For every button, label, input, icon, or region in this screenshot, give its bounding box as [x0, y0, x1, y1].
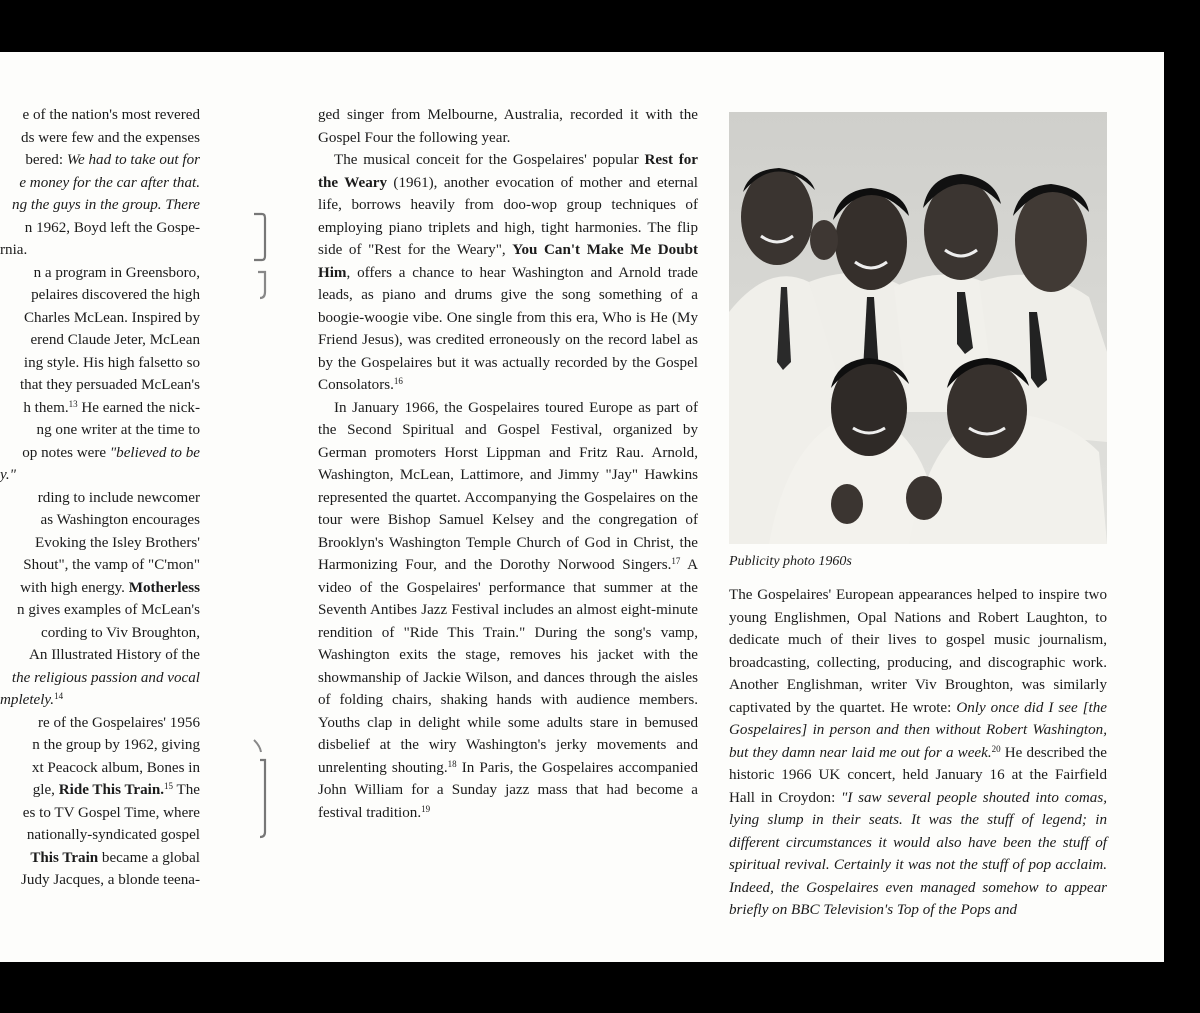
- footnote-marker: 18: [447, 758, 457, 769]
- text-line: xt Peacock album, Bones in: [31, 759, 200, 776]
- footnote-marker: 15: [164, 781, 174, 791]
- text-line: y.": [0, 467, 16, 483]
- paragraph: In January 1966, the Gospelaires toured Europe as part of the Second Spiritual and Gospel Festival, organized by German promoters Horst Lippman and Fritz Rau. Arnold, Washington, McLean, Lattimore, and Jimmy "Jay" Hawkins represented the quartet. Accompanying the Gospelaires on the tour were Bishop Samuel Kelsey and the congregation of Brooklyn's Washington Temple Church of God in Christ, the Harmonizing Four, and the Dorothy Norwood Singers.$^{17}$ A video of the Gospelaires' performance that summer at the Seventh Antibes Jazz Festival includes an almost eight-minute rendition of "Ride This Train." During the song's vamp, Washington exits the stage, removes his jacket with the showmanship of Jackie Wilson, and dances through the aisles of folding chairs, shaking hands with audience members. Youths clap in delight while some adults stare in bemused disbelief at the wiry Washington's jerky movements and unrelenting shouting.$^{18}$ In Paris, the Gospelaires accompanied John William for a Sunday jazz mass that had become a festival tradition.$^{19}$: [318, 399, 698, 821]
- right-column: [729, 584, 1107, 922]
- text-line: the religious passion and vocal: [11, 669, 200, 686]
- text-line: h them.$^{13}$ He earned the nick-: [23, 398, 200, 416]
- italic-quote: We had to take out for: [66, 152, 200, 168]
- italic-quote: "I saw several people shouted into comas, lying slump in their seats. It was the stuff of legend; in different circumstances it would also have been the stuff of spiritual revival. Certainly it was not the stuff of pop acclaim. Indeed, the Gospelaires even managed somehow to appear briefly on BBC Television's Top of the Pops and: [729, 789, 1107, 918]
- text-line: pelaires discovered the high: [31, 287, 200, 303]
- text-line: Charles McLean. Inspired by: [23, 309, 200, 326]
- paragraph: The musical conceit for the Gospelaires' popular Rest for the Weary (1961), another evocation of mother and eternal life, borrows heavily from doo-wop group techniques of employing piano triplets and high, tight harmonies. The flip side of "Rest for the Weary", You Can't Make Me Doubt Him, offers a chance to hear Washington and Arnold trade leads, as piano and drums give the song something of a boogie-woogie vibe. One single from this era, Who is He (My Friend Jesus), was credited erroneously on the record label as by the Gospelaires but it was actually recorded by the Gospel Consolators.$^{16}$: [318, 152, 699, 393]
- booklet-spread: [0, 52, 1164, 962]
- footnote-marker: 20: [991, 743, 1001, 754]
- text-line: nationally-syndicated gospel: [26, 827, 200, 843]
- text-line: gle, Ride This Train.$^{15}$ The: [32, 781, 200, 798]
- text-line: Judy Jacques, a blonde teena-: [21, 872, 200, 888]
- footnote-marker: 14: [54, 691, 64, 701]
- text-line: n the group by 1962, giving: [32, 737, 200, 753]
- text-line: This Train became a global: [30, 849, 200, 866]
- paragraph: The Gospelaires' European appearances helped to inspire two young Englishmen, Opal Nations and Robert Laughton, to dedicate much of their lives to gospel music journalism, broadcasting, collecting, producing, and discographic work. Another Englishman, writer Viv Broughton, was similarly captivated by the quartet. He wrote: Only once did I see [the Gospelaires] in person and then without Robert Washington, but they damn near laid me out for a week.$^{20}$ He described the historic 1966 UK concert, held January 16 at the Fairfield Hall in Croydon: "I saw several people shouted into comas, lying slump in their seats. It was the stuff of legend; in different circumstances it would also have been the stuff of spiritual revival. Certainly it was not the stuff of pop acclaim. Indeed, the Gospelaires even managed somehow to appear briefly on BBC Television's Top of the Pops and: [729, 587, 1107, 918]
- text-line: Evoking the Isley Brothers': [35, 534, 200, 551]
- text-line: erend Claude Jeter, McLean: [30, 332, 200, 348]
- bold-title: You Can't Make Me Doubt Him: [318, 242, 699, 281]
- footnote-marker: 16: [393, 376, 403, 386]
- text-line: n 1962, Boyd left the Gospe-: [24, 219, 200, 236]
- text-line: bered: We had to take out for: [25, 152, 200, 168]
- bold-title: Motherless: [128, 579, 200, 596]
- text-line: rnia.: [0, 242, 28, 258]
- publicity-photo: [729, 112, 1107, 544]
- bold-title: Ride This Train.: [58, 782, 165, 798]
- text-line: with high energy. Motherless: [20, 579, 200, 596]
- staple-icon: [246, 212, 276, 308]
- text-line: e money for the car after that.: [19, 174, 200, 191]
- footnote-marker: 19: [421, 803, 431, 814]
- text-line: cording to Viv Broughton,: [41, 624, 200, 641]
- footnote-marker: 13: [68, 398, 78, 409]
- text-line: Shout", the vamp of "C'mon": [23, 557, 200, 573]
- text-line: that they persuaded McLean's: [19, 377, 200, 393]
- text-line: re of the Gospelaires' 1956: [38, 714, 200, 731]
- staple-icon: [246, 738, 276, 844]
- footnote-marker: 17: [671, 556, 681, 566]
- middle-column: [318, 104, 698, 824]
- text-line: mpletely.$^{14}$: [0, 691, 64, 708]
- text-line: rding to include newcomer: [37, 489, 200, 506]
- left-column: [0, 104, 200, 892]
- text-line: An Illustrated History of the: [28, 647, 200, 663]
- text-line: n gives examples of McLean's: [17, 602, 200, 618]
- group-photo-illustration: [729, 112, 1107, 544]
- text-line: as Washington encourages: [40, 512, 200, 528]
- italic-quote: Only once did I see [the Gospelaires] in person and then without Robert Washington, but they damn near laid me out for a week.: [729, 699, 1107, 761]
- bold-title: This Train: [30, 849, 99, 866]
- text-line: es to TV Gospel Time, where: [22, 804, 200, 821]
- paragraph: ged singer from Melbourne, Australia, recorded it with the Gospel Four the following year.: [318, 107, 698, 146]
- text-line: e of the nation's most revered: [22, 107, 200, 123]
- text-line: ing style. His high falsetto so: [23, 354, 200, 371]
- text-line: op notes were "believed to be: [22, 444, 200, 461]
- photo-caption: Publicity photo 1960s: [729, 554, 852, 569]
- text-line: ng the guys in the group. There: [12, 197, 200, 213]
- text-line: ds were few and the expenses: [21, 129, 200, 146]
- text-line: ng one writer at the time to: [36, 422, 200, 438]
- text-line: n a program in Greensboro,: [33, 264, 200, 281]
- bold-title: Rest for the Weary: [318, 152, 699, 191]
